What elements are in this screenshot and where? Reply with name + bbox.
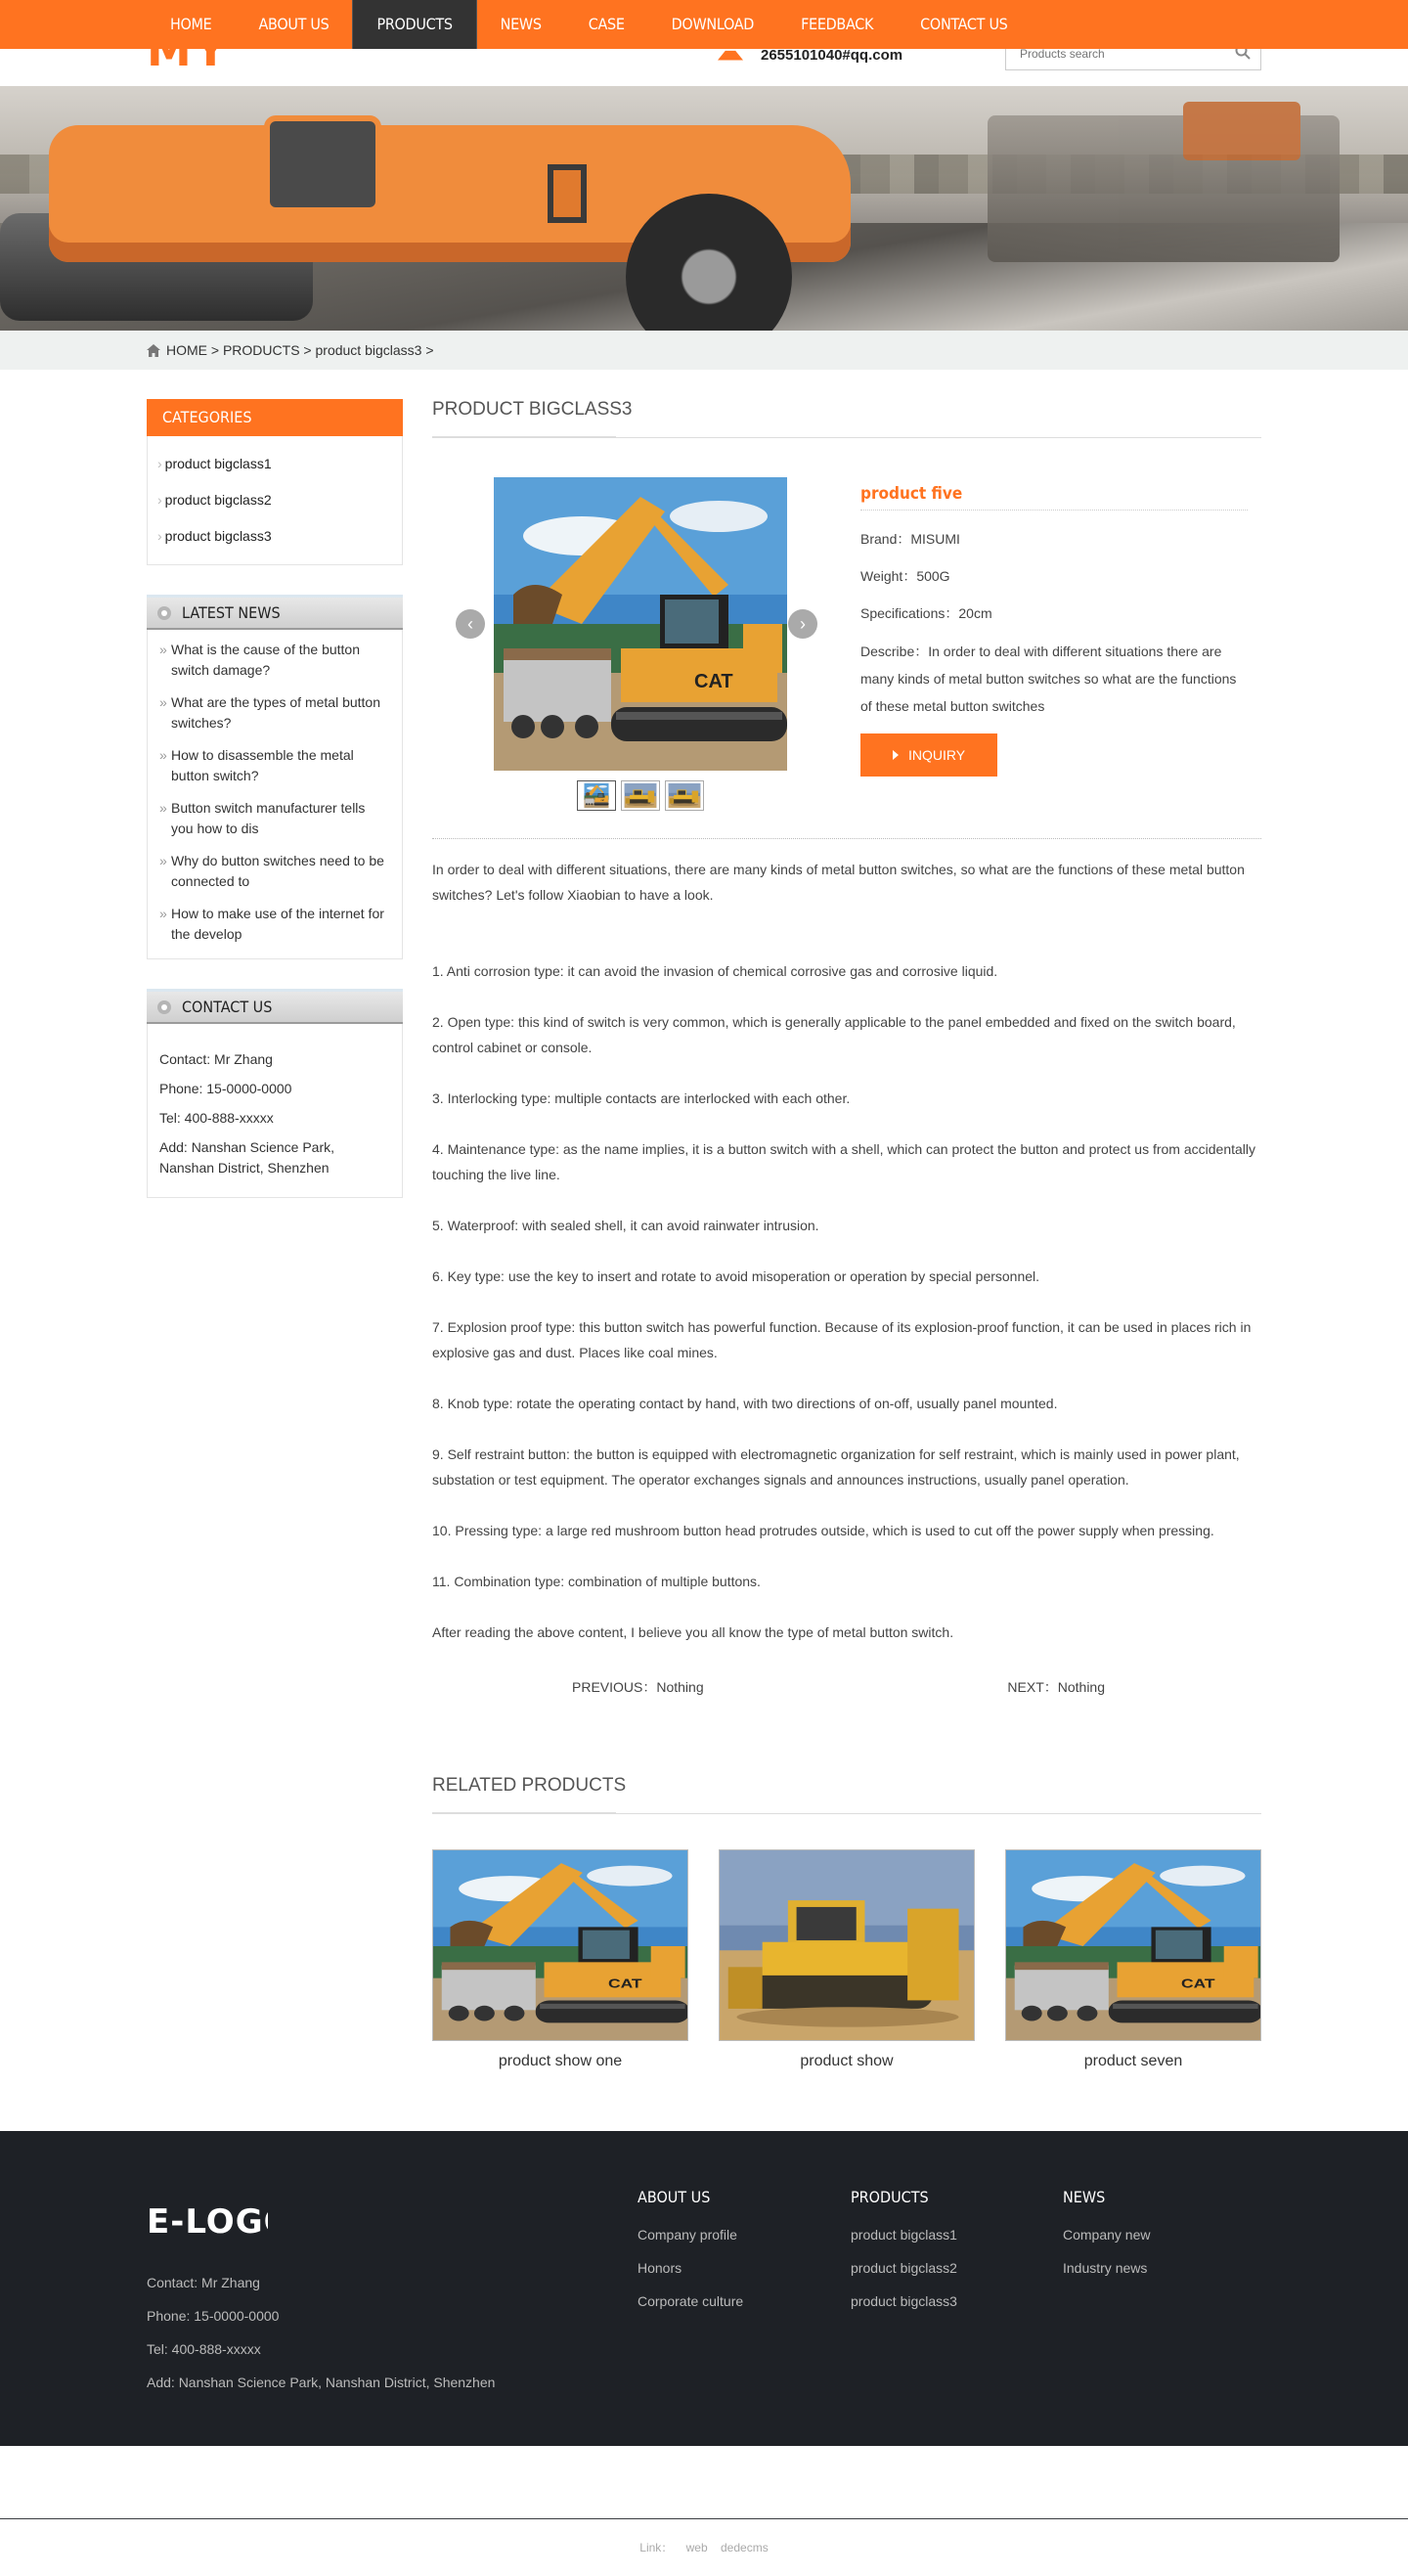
phone-number: 2655101040#qq.com	[761, 47, 902, 64]
latest-news-box	[147, 595, 403, 959]
thumbnail[interactable]	[665, 780, 704, 811]
category-item[interactable]: › product bigclass3	[157, 518, 392, 555]
footer-col-title: NEWS	[1063, 2188, 1151, 2206]
article-paragraph: 8. Knob type: rotate the operating contact by hand, with two directions of on-off, usually panel mounted.	[432, 1391, 1261, 1416]
related-product-card[interactable]	[719, 1849, 975, 2070]
hero-banner	[0, 86, 1408, 331]
footer-link[interactable]: product bigclass2	[851, 2259, 957, 2277]
article-paragraph: 10. Pressing type: a large red mushroom button head protrudes outside, which is used to cut off the power supply when pressing.	[432, 1518, 1261, 1543]
friend-link[interactable]: web	[686, 2541, 708, 2554]
article-paragraph: 7. Explosion proof type: this button switch has powerful function. Because of its explosion-proof function, it can be used in places rich in explosive gas and dust. Places like coal mines.	[432, 1314, 1261, 1365]
category-item[interactable]: › product bigclass1	[157, 446, 392, 482]
sidebar	[147, 399, 403, 2070]
breadcrumb	[0, 331, 1408, 370]
product-article	[432, 839, 1261, 1645]
nav-download[interactable]: DOWNLOAD	[648, 0, 777, 49]
nav-news[interactable]: NEWS	[477, 0, 565, 49]
product-weight: Weight：500G	[860, 567, 1248, 585]
chevron-right-icon[interactable]: ›	[788, 609, 817, 639]
road-roller-image	[0, 115, 841, 311]
footer-link[interactable]: product bigclass1	[851, 2226, 957, 2243]
inquiry-label: INQUIRY	[908, 747, 965, 763]
chevron-left-icon[interactable]: ‹	[456, 609, 485, 639]
contact-box	[147, 989, 403, 1198]
play-icon	[893, 750, 899, 760]
footer-link[interactable]: product bigclass3	[851, 2292, 957, 2310]
product-info	[860, 477, 1248, 838]
home-icon	[147, 344, 160, 357]
latest-news-header	[147, 595, 403, 630]
news-item[interactable]: » Button switch manufacturer tells you how to dis	[159, 798, 390, 839]
contact-tel: Tel: 400-888-xxxxx	[159, 1108, 390, 1129]
previous-link[interactable]: PREVIOUS：Nothing	[572, 1677, 704, 1697]
svg-text:E-LOGO: E-LOG	[147, 2202, 268, 2239]
contact-person: Contact: Mr Zhang	[159, 1049, 390, 1070]
related-products	[432, 1775, 1261, 2070]
friend-link[interactable]: dedecms	[721, 2541, 769, 2554]
related-title: RELATED PRODUCTS	[432, 1775, 1261, 1814]
paver-image	[988, 115, 1340, 262]
article-paragraph: 9. Self restraint button: the button is equipped with electromagnetic organization for self restraint, which is mainly used in power plant, substation or test equipment. The operator exchanges signals and announces instructions, usually panel operation.	[432, 1442, 1261, 1492]
footer-contact-tel: Tel: 400-888-xxxxx	[147, 2340, 495, 2359]
breadcrumb-current[interactable]: product bigclass3	[316, 342, 422, 358]
article-paragraph: 11. Combination type: combination of multiple buttons.	[432, 1569, 1261, 1594]
site-footer	[0, 2131, 1408, 2446]
gear-icon	[156, 999, 172, 1015]
news-item[interactable]: » How to disassemble the metal button switch?	[159, 745, 390, 786]
article-paragraph: 1. Anti corrosion type: it can avoid the invasion of chemical corrosive gas and corrosive liquid.	[432, 958, 1261, 984]
breadcrumb-products[interactable]: PRODUCTS	[223, 342, 300, 358]
product-specs: Specifications：20cm	[860, 604, 1248, 622]
breadcrumb-home[interactable]: HOME	[166, 342, 207, 358]
thumbnail[interactable]	[577, 780, 616, 811]
prev-next-nav	[432, 1677, 1261, 1697]
categories-title: CATEGORIES	[147, 399, 403, 436]
footer-contact	[147, 2274, 495, 2407]
footer-col-news	[1063, 2188, 1151, 2292]
footer-link[interactable]: Industry news	[1063, 2259, 1151, 2277]
related-product-image	[719, 1849, 975, 2041]
footer-contact-person: Contact: Mr Zhang	[147, 2274, 495, 2292]
product-brand: Brand：MISUMI	[860, 530, 1248, 548]
product-main-image	[493, 477, 788, 771]
news-item[interactable]: » Why do button switches need to be connected to	[159, 851, 390, 892]
footer-logo[interactable]	[147, 2201, 268, 2239]
news-item[interactable]: » How to make use of the internet for the develop	[159, 904, 390, 945]
product-detail	[432, 438, 1261, 839]
related-product-card[interactable]	[432, 1849, 688, 2070]
article-paragraph: 5. Waterproof: with sealed shell, it can avoid rainwater intrusion.	[432, 1213, 1261, 1238]
footer-contact-address: Add: Nanshan Science Park, Nanshan District, Shenzhen	[147, 2374, 495, 2392]
contact-address: Add: Nanshan Science Park, Nanshan District, Shenzhen	[159, 1137, 390, 1178]
breadcrumb-separator: >	[211, 342, 219, 358]
gear-icon	[156, 605, 172, 621]
related-product-name: product show one	[432, 2053, 688, 2070]
article-paragraph: 6. Key type: use the key to insert and rotate to avoid misoperation or operation by special personnel.	[432, 1264, 1261, 1289]
contact-phone-line: Phone: 15-0000-0000	[159, 1079, 390, 1099]
nav-case[interactable]: CASE	[565, 0, 648, 49]
nav-products[interactable]: PRODUCTS	[352, 0, 476, 49]
breadcrumb-separator: >	[303, 342, 311, 358]
page-title: PRODUCT BIGCLASS3	[432, 399, 1261, 438]
footer-col-title: PRODUCTS	[851, 2188, 957, 2206]
contact-header	[147, 989, 403, 1024]
article-paragraph: After reading the above content, I believe you all know the type of metal button switch.	[432, 1620, 1261, 1645]
footer-link[interactable]: Company profile	[638, 2226, 743, 2243]
news-item[interactable]: » What are the types of metal button switches?	[159, 692, 390, 733]
thumbnail[interactable]	[621, 780, 660, 811]
related-product-image	[432, 1849, 688, 2041]
contact-title: CONTACT US	[182, 998, 272, 1016]
news-item[interactable]: » What is the cause of the button switch damage?	[159, 640, 390, 681]
footer-col-products	[851, 2188, 957, 2326]
main-content	[432, 399, 1261, 2070]
top-navigation	[0, 0, 1408, 49]
article-paragraph: 3. Interlocking type: multiple contacts are interlocked with each other.	[432, 1086, 1261, 1111]
category-item[interactable]: › product bigclass2	[157, 482, 392, 518]
related-product-card[interactable]	[1005, 1849, 1261, 2070]
nav-contact-us[interactable]: CONTACT US	[897, 0, 1031, 49]
product-description: Describe：In order to deal with different situations there are many kinds of metal button switches so what are the functions of these metal button switches	[860, 638, 1248, 720]
breadcrumb-separator: >	[425, 342, 433, 358]
article-paragraph: In order to deal with different situations, there are many kinds of metal button switches, so what are the functions of these metal button switches? Let's follow Xiaobian to have a look.	[432, 857, 1261, 908]
footer-col-about	[638, 2188, 743, 2326]
footer-link[interactable]: Corporate culture	[638, 2292, 743, 2310]
footer-col-title: ABOUT US	[638, 2188, 743, 2206]
product-gallery	[432, 477, 853, 838]
categories-box	[147, 399, 403, 565]
friend-links-label: Link：	[639, 2541, 673, 2554]
footer-contact-phone: Phone: 15-0000-0000	[147, 2307, 495, 2326]
related-product-image	[1005, 1849, 1261, 2041]
footer-link[interactable]: Company new	[1063, 2226, 1151, 2243]
phone-icon	[718, 49, 743, 63]
thumbnail-strip	[577, 780, 709, 811]
inquiry-button[interactable]	[860, 733, 997, 777]
nav-about-us[interactable]: ABOUT US	[235, 0, 352, 49]
article-paragraph: 4. Maintenance type: as the name implies, it is a button switch with a shell, which can protect the button and protect us from accidentally touching the live line.	[432, 1136, 1261, 1187]
footer-link[interactable]: Honors	[638, 2259, 743, 2277]
related-product-name: product show	[719, 2053, 975, 2070]
article-paragraph: 2. Open type: this kind of switch is very common, which is generally applicable to the panel embedded and fixed on the switch board, control cabinet or console.	[432, 1009, 1261, 1060]
footer-links-bar	[0, 2518, 1408, 2575]
related-product-name: product seven	[1005, 2053, 1261, 2070]
nav-feedback[interactable]: FEEDBACK	[777, 0, 897, 49]
latest-news-title: LATEST NEWS	[182, 603, 281, 622]
nav-home[interactable]: HOME	[147, 0, 235, 49]
next-link[interactable]: NEXT：Nothing	[1007, 1677, 1105, 1697]
product-name: product five	[860, 477, 1248, 511]
contact-phone	[718, 47, 902, 64]
